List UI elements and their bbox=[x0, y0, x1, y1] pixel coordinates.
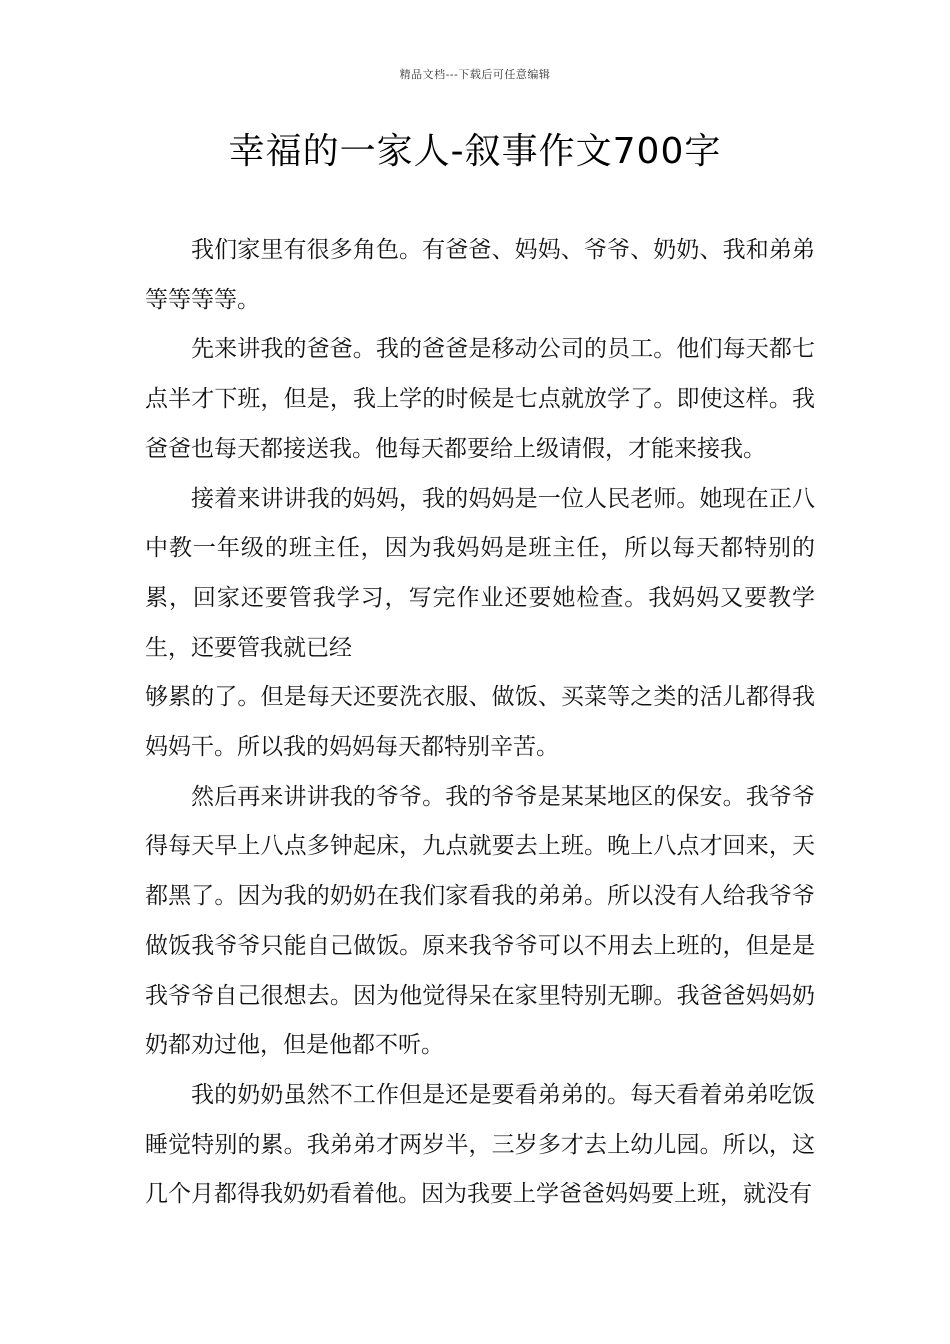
paragraph: 我的奶奶虽然不工作但是还是要看弟弟的。每天看着弟弟吃饭睡觉特别的累。我弟弟才两岁半，三岁多才去上幼儿园。所以，这几个月都得我奶奶看着他。因为我要上学爸爸妈妈要上班，就没有 bbox=[145, 1081, 815, 1208]
paragraph: 先来讲我的爸爸。我的爸爸是移动公司的员工。他们每天都七点半才下班，但是，我上学的时候是七点就放学了。即使这样。我爸爸也每天都接送我。他每天都要给上级请假，才能来接我。 bbox=[145, 336, 815, 462]
document-title: 幸福的一家人-叙事作文700字 bbox=[228, 131, 722, 172]
paragraph: 我们家里有很多角色。有爸爸、妈妈、爷爷、奶奶、我和弟弟等等等等。 bbox=[145, 237, 815, 313]
document-body bbox=[145, 226, 815, 1220]
header-note: 精品文档---下载后可任意编辑 bbox=[399, 68, 551, 81]
paragraph: 然后再来讲讲我的爷爷。我的爷爷是某某地区的保安。我爷爷得每天早上八点多钟起床，九点就要去上班。晚上八点才回来，天都黑了。因为我的奶奶在我们家看我的弟弟。所以没有人给我爷爷做饭我爷爷只能自己做饭。原来我爷爷可以不用去上班的，但是是我爷爷自己很想去。因为他觉得呆在家里特别无聊。我爸爸妈妈奶奶都劝过他，但是他都不听。 bbox=[145, 783, 815, 1059]
paragraph: 接着来讲讲我的妈妈，我的妈妈是一位人民老师。她现在正八中教一年级的班主任，因为我妈妈是班主任，所以每天都特别的累，回家还要管我学习，写完作业还要她检查。我妈妈又要教学生，还要管我就已经 bbox=[145, 485, 815, 661]
paragraph-continuation: 够累的了。但是每天还要洗衣服、做饭、买菜等之类的活儿都得我妈妈干。所以我的妈妈每天都特别辛苦。 bbox=[145, 684, 815, 761]
